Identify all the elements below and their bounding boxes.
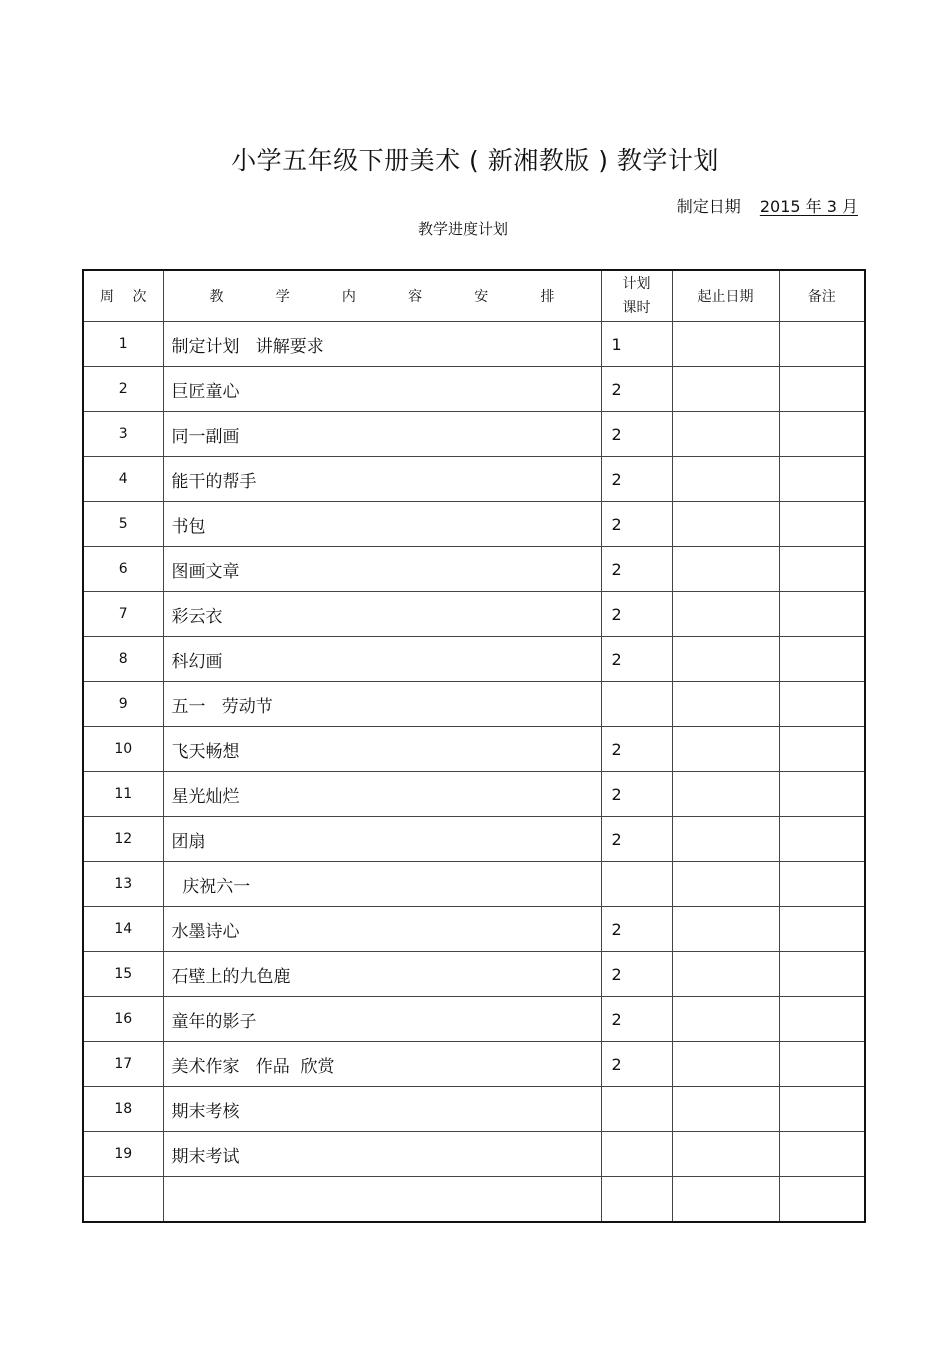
table-row — [83, 772, 865, 817]
cell-content: 能干的帮手 — [163, 457, 601, 502]
table-row — [83, 457, 865, 502]
cell-dates — [672, 547, 779, 592]
header-hours-line: 计划 — [622, 276, 651, 292]
cell-notes — [779, 1177, 865, 1223]
cell-dates — [672, 592, 779, 637]
cell-content: 制定计划 讲解要求 — [163, 322, 601, 367]
cell-notes — [779, 1087, 865, 1132]
cell-content: 庆祝六一 — [163, 862, 601, 907]
cell-content: 童年的影子 — [163, 997, 601, 1042]
cell-content: 石壁上的九色鹿 — [163, 952, 601, 997]
table-row — [83, 412, 865, 457]
header-week-char: 周 — [100, 289, 114, 305]
header-dates: 起止日期 — [672, 270, 779, 322]
cell-notes — [779, 997, 865, 1042]
cell-hours: 1 — [601, 322, 672, 367]
cell-hours: 2 — [601, 907, 672, 952]
cell-notes — [779, 862, 865, 907]
cell-dates — [672, 997, 779, 1042]
cell-notes — [779, 502, 865, 547]
cell-content: 五一 劳动节 — [163, 682, 601, 727]
table-row — [83, 1132, 865, 1177]
cell-hours — [601, 1177, 672, 1223]
header-content-char: 安 — [474, 289, 489, 305]
cell-content: 期末考试 — [163, 1132, 601, 1177]
cell-dates — [672, 817, 779, 862]
cell-hours — [601, 1132, 672, 1177]
header-content-char: 内 — [341, 289, 356, 305]
cell-notes — [779, 322, 865, 367]
cell-week: 1 — [83, 322, 163, 367]
cell-content: 飞天畅想 — [163, 727, 601, 772]
cell-week: 6 — [83, 547, 163, 592]
cell-week: 19 — [83, 1132, 163, 1177]
table-row — [83, 682, 865, 727]
table-header-row — [83, 270, 865, 322]
table-row — [83, 322, 865, 367]
cell-week: 17 — [83, 1042, 163, 1087]
cell-notes — [779, 682, 865, 727]
cell-content: 水墨诗心 — [163, 907, 601, 952]
cell-week: 4 — [83, 457, 163, 502]
cell-content: 彩云衣 — [163, 592, 601, 637]
header-content-char: 教 — [209, 289, 224, 305]
cell-content: 美术作家 作品 欣赏 — [163, 1042, 601, 1087]
cell-dates — [672, 772, 779, 817]
schedule-table — [82, 269, 866, 1223]
table-row — [83, 1177, 865, 1223]
header-hours-line: 课时 — [622, 300, 651, 316]
cell-hours: 2 — [601, 547, 672, 592]
cell-hours: 2 — [601, 637, 672, 682]
header-content-char: 排 — [540, 289, 555, 305]
cell-hours: 2 — [601, 952, 672, 997]
cell-notes — [779, 637, 865, 682]
table-row — [83, 637, 865, 682]
cell-notes — [779, 952, 865, 997]
cell-hours: 2 — [601, 817, 672, 862]
cell-hours: 2 — [601, 502, 672, 547]
cell-week: 9 — [83, 682, 163, 727]
table-row — [83, 997, 865, 1042]
cell-notes — [779, 412, 865, 457]
cell-content: 巨匠童心 — [163, 367, 601, 412]
cell-hours: 2 — [601, 367, 672, 412]
table-row — [83, 1042, 865, 1087]
cell-notes — [779, 1042, 865, 1087]
cell-content: 科幻画 — [163, 637, 601, 682]
header-content-char: 容 — [408, 289, 423, 305]
header-content-char: 学 — [275, 289, 290, 305]
cell-notes — [779, 1132, 865, 1177]
cell-notes — [779, 772, 865, 817]
cell-dates — [672, 502, 779, 547]
table-row — [83, 547, 865, 592]
cell-content: 星光灿烂 — [163, 772, 601, 817]
header-content — [163, 270, 601, 322]
cell-content: 图画文章 — [163, 547, 601, 592]
table-row — [83, 1087, 865, 1132]
cell-dates — [672, 637, 779, 682]
cell-dates — [672, 1132, 779, 1177]
date-line — [677, 194, 858, 217]
cell-week: 3 — [83, 412, 163, 457]
cell-notes — [779, 817, 865, 862]
table-row — [83, 817, 865, 862]
cell-dates — [672, 457, 779, 502]
table-row — [83, 952, 865, 997]
cell-hours: 2 — [601, 727, 672, 772]
cell-hours — [601, 862, 672, 907]
cell-notes — [779, 907, 865, 952]
table-row — [83, 907, 865, 952]
cell-content: 书包 — [163, 502, 601, 547]
cell-hours — [601, 682, 672, 727]
cell-week: 11 — [83, 772, 163, 817]
cell-hours: 2 — [601, 772, 672, 817]
header-notes: 备注 — [779, 270, 865, 322]
table-subtitle: 教学进度计划 — [418, 220, 509, 238]
cell-week: 2 — [83, 367, 163, 412]
cell-week: 10 — [83, 727, 163, 772]
cell-week: 13 — [83, 862, 163, 907]
cell-content — [163, 1177, 601, 1223]
cell-hours — [601, 1087, 672, 1132]
cell-dates — [672, 1087, 779, 1132]
cell-notes — [779, 592, 865, 637]
header-hours — [601, 270, 672, 322]
cell-notes — [779, 367, 865, 412]
cell-week: 7 — [83, 592, 163, 637]
cell-dates — [672, 412, 779, 457]
cell-week: 5 — [83, 502, 163, 547]
table-body — [83, 322, 865, 1223]
date-label: 制定日期 — [676, 197, 741, 216]
cell-week: 8 — [83, 637, 163, 682]
cell-week: 15 — [83, 952, 163, 997]
cell-week — [83, 1177, 163, 1223]
cell-dates — [672, 727, 779, 772]
cell-dates — [672, 952, 779, 997]
cell-content: 同一副画 — [163, 412, 601, 457]
header-week-char: 次 — [132, 289, 147, 305]
cell-notes — [779, 727, 865, 772]
cell-notes — [779, 547, 865, 592]
table-row — [83, 367, 865, 412]
cell-dates — [672, 322, 779, 367]
date-value: 2015 年 3 月 — [759, 197, 858, 216]
table-row — [83, 862, 865, 907]
cell-week: 14 — [83, 907, 163, 952]
cell-content: 团扇 — [163, 817, 601, 862]
table-row — [83, 502, 865, 547]
cell-dates — [672, 1042, 779, 1087]
cell-hours: 2 — [601, 457, 672, 502]
cell-hours: 2 — [601, 997, 672, 1042]
cell-week: 16 — [83, 997, 163, 1042]
cell-week: 18 — [83, 1087, 163, 1132]
table-row — [83, 592, 865, 637]
cell-notes — [779, 457, 865, 502]
cell-dates — [672, 682, 779, 727]
cell-week: 12 — [83, 817, 163, 862]
cell-hours: 2 — [601, 592, 672, 637]
cell-dates — [672, 1177, 779, 1223]
cell-hours: 2 — [601, 1042, 672, 1087]
cell-hours: 2 — [601, 412, 672, 457]
table-row — [83, 727, 865, 772]
cell-dates — [672, 862, 779, 907]
header-week — [83, 270, 163, 322]
cell-content: 期末考核 — [163, 1087, 601, 1132]
cell-dates — [672, 907, 779, 952]
cell-dates — [672, 367, 779, 412]
page-title: 小学五年级下册美术 ( 新湘教版 ) 教学计划 — [231, 145, 719, 175]
